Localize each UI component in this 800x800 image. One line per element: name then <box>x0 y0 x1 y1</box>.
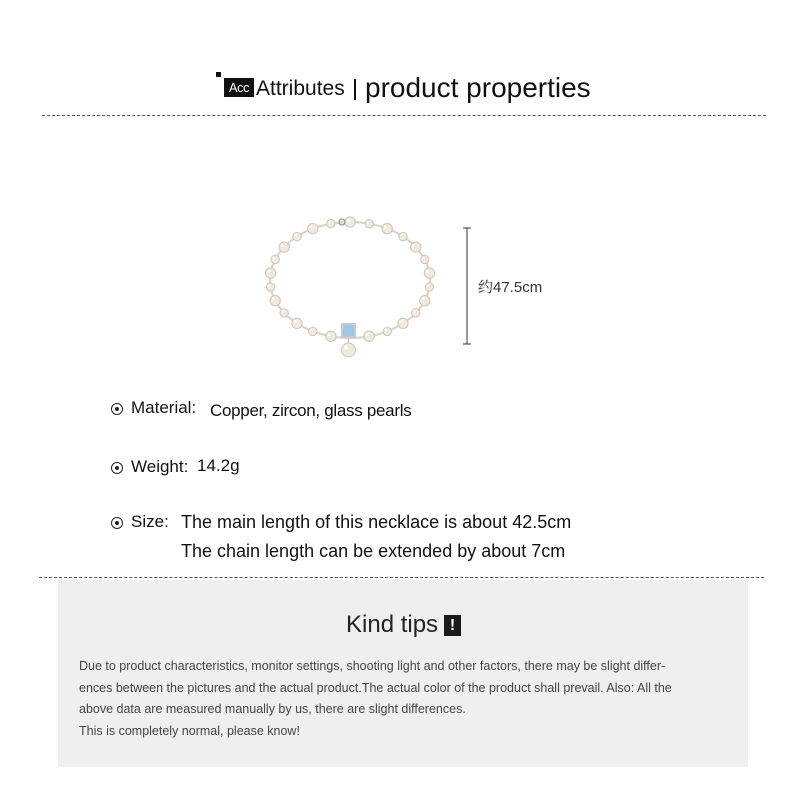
header-badge: Acc <box>224 78 254 97</box>
tips-title: Kind tips <box>346 611 439 638</box>
size-value-extension: The chain length can be extended by about 7cm <box>181 541 566 561</box>
material-label: Material: <box>131 398 197 417</box>
weight-label: Weight: <box>131 457 189 476</box>
size-value-main: The main length of this necklace is about 42.5cm <box>181 512 572 532</box>
size-bullet-icon <box>111 517 123 529</box>
pearl-highlight <box>422 257 425 260</box>
pearl-highlight <box>327 333 330 336</box>
pearl-highlight <box>281 310 284 313</box>
pearl-bead <box>345 217 355 227</box>
pearl-bead <box>383 327 391 335</box>
pearl-highlight <box>400 234 403 237</box>
pearl-bead <box>399 232 407 240</box>
material-bullet-icon <box>111 403 123 415</box>
pearl-bead <box>326 331 336 341</box>
pearl-highlight <box>400 320 403 323</box>
size-label: Size: <box>131 512 169 531</box>
pearl-highlight <box>427 284 430 287</box>
pearl-bead <box>382 223 392 233</box>
pearl-bead <box>411 242 421 252</box>
pearl-highlight <box>272 297 275 300</box>
pearl-bead <box>327 220 335 228</box>
pearl-bead <box>309 327 317 335</box>
page-title: product properties <box>365 72 591 103</box>
pearl-highlight <box>268 284 271 287</box>
pearl-highlight <box>294 234 297 237</box>
header-separator <box>354 79 356 100</box>
pearl-highlight <box>328 221 331 224</box>
tips-line: Due to product characteristics, monitor settings, shooting light and other factors, there may be slight differ- <box>79 659 666 673</box>
pearl-bead <box>293 232 301 240</box>
pearl-bead <box>265 268 275 278</box>
pearl-highlight <box>384 225 387 228</box>
tips-line: This is completely normal, please know! <box>79 723 300 738</box>
pearl-highlight <box>347 219 350 222</box>
pendant-stone <box>342 324 355 337</box>
pearl-highlight <box>310 329 313 332</box>
pearl-highlight <box>426 270 429 273</box>
pendant-pearl <box>342 343 356 357</box>
pearl-bead <box>420 295 430 305</box>
pearl-bead <box>412 309 420 317</box>
pearl-highlight <box>384 329 387 332</box>
pearl-bead <box>424 268 434 278</box>
pearl-bead <box>271 255 279 263</box>
pearl-bead <box>308 223 318 233</box>
pearl-bead <box>292 318 302 328</box>
pearl-bead <box>425 283 433 291</box>
divider-top <box>42 115 766 116</box>
pearl-highlight <box>267 270 270 273</box>
pearl-highlight <box>413 310 416 313</box>
pearl-bead <box>365 220 373 228</box>
tips-line: above data are measured manually by us, there are slight differences. <box>79 702 466 716</box>
tips-text <box>79 656 739 742</box>
pearl-highlight <box>309 225 312 228</box>
header-dot-icon <box>216 72 221 77</box>
pearl-highlight <box>412 244 415 247</box>
pearl-highlight <box>366 221 369 224</box>
pearl-highlight <box>281 244 284 247</box>
divider-middle <box>39 577 764 578</box>
pearl-highlight <box>421 297 424 300</box>
length-label: 约47.5cm <box>478 279 543 296</box>
pearl-bead <box>266 283 274 291</box>
material-value: Copper, zircon, glass pearls <box>210 401 412 420</box>
tips-line: ences between the pictures and the actual product.The actual color of the product shall prevail. Also: All the <box>79 680 672 695</box>
pearl-bead <box>270 295 280 305</box>
pearl-bead <box>279 242 289 252</box>
pearl-highlight <box>294 320 297 323</box>
weight-bullet-icon <box>111 462 123 474</box>
pearl-bead <box>398 318 408 328</box>
pearl-highlight <box>366 333 369 336</box>
pearl-bead <box>364 331 374 341</box>
exclamation-icon: ! <box>444 615 461 636</box>
weight-value: 14.2g <box>197 456 240 475</box>
header-attributes-label: Attributes <box>256 77 345 100</box>
length-ruler <box>458 226 476 346</box>
pearl-bead <box>421 255 429 263</box>
pearl-bead <box>280 309 288 317</box>
pearl-highlight <box>272 257 275 260</box>
product-image-necklace <box>262 212 438 372</box>
